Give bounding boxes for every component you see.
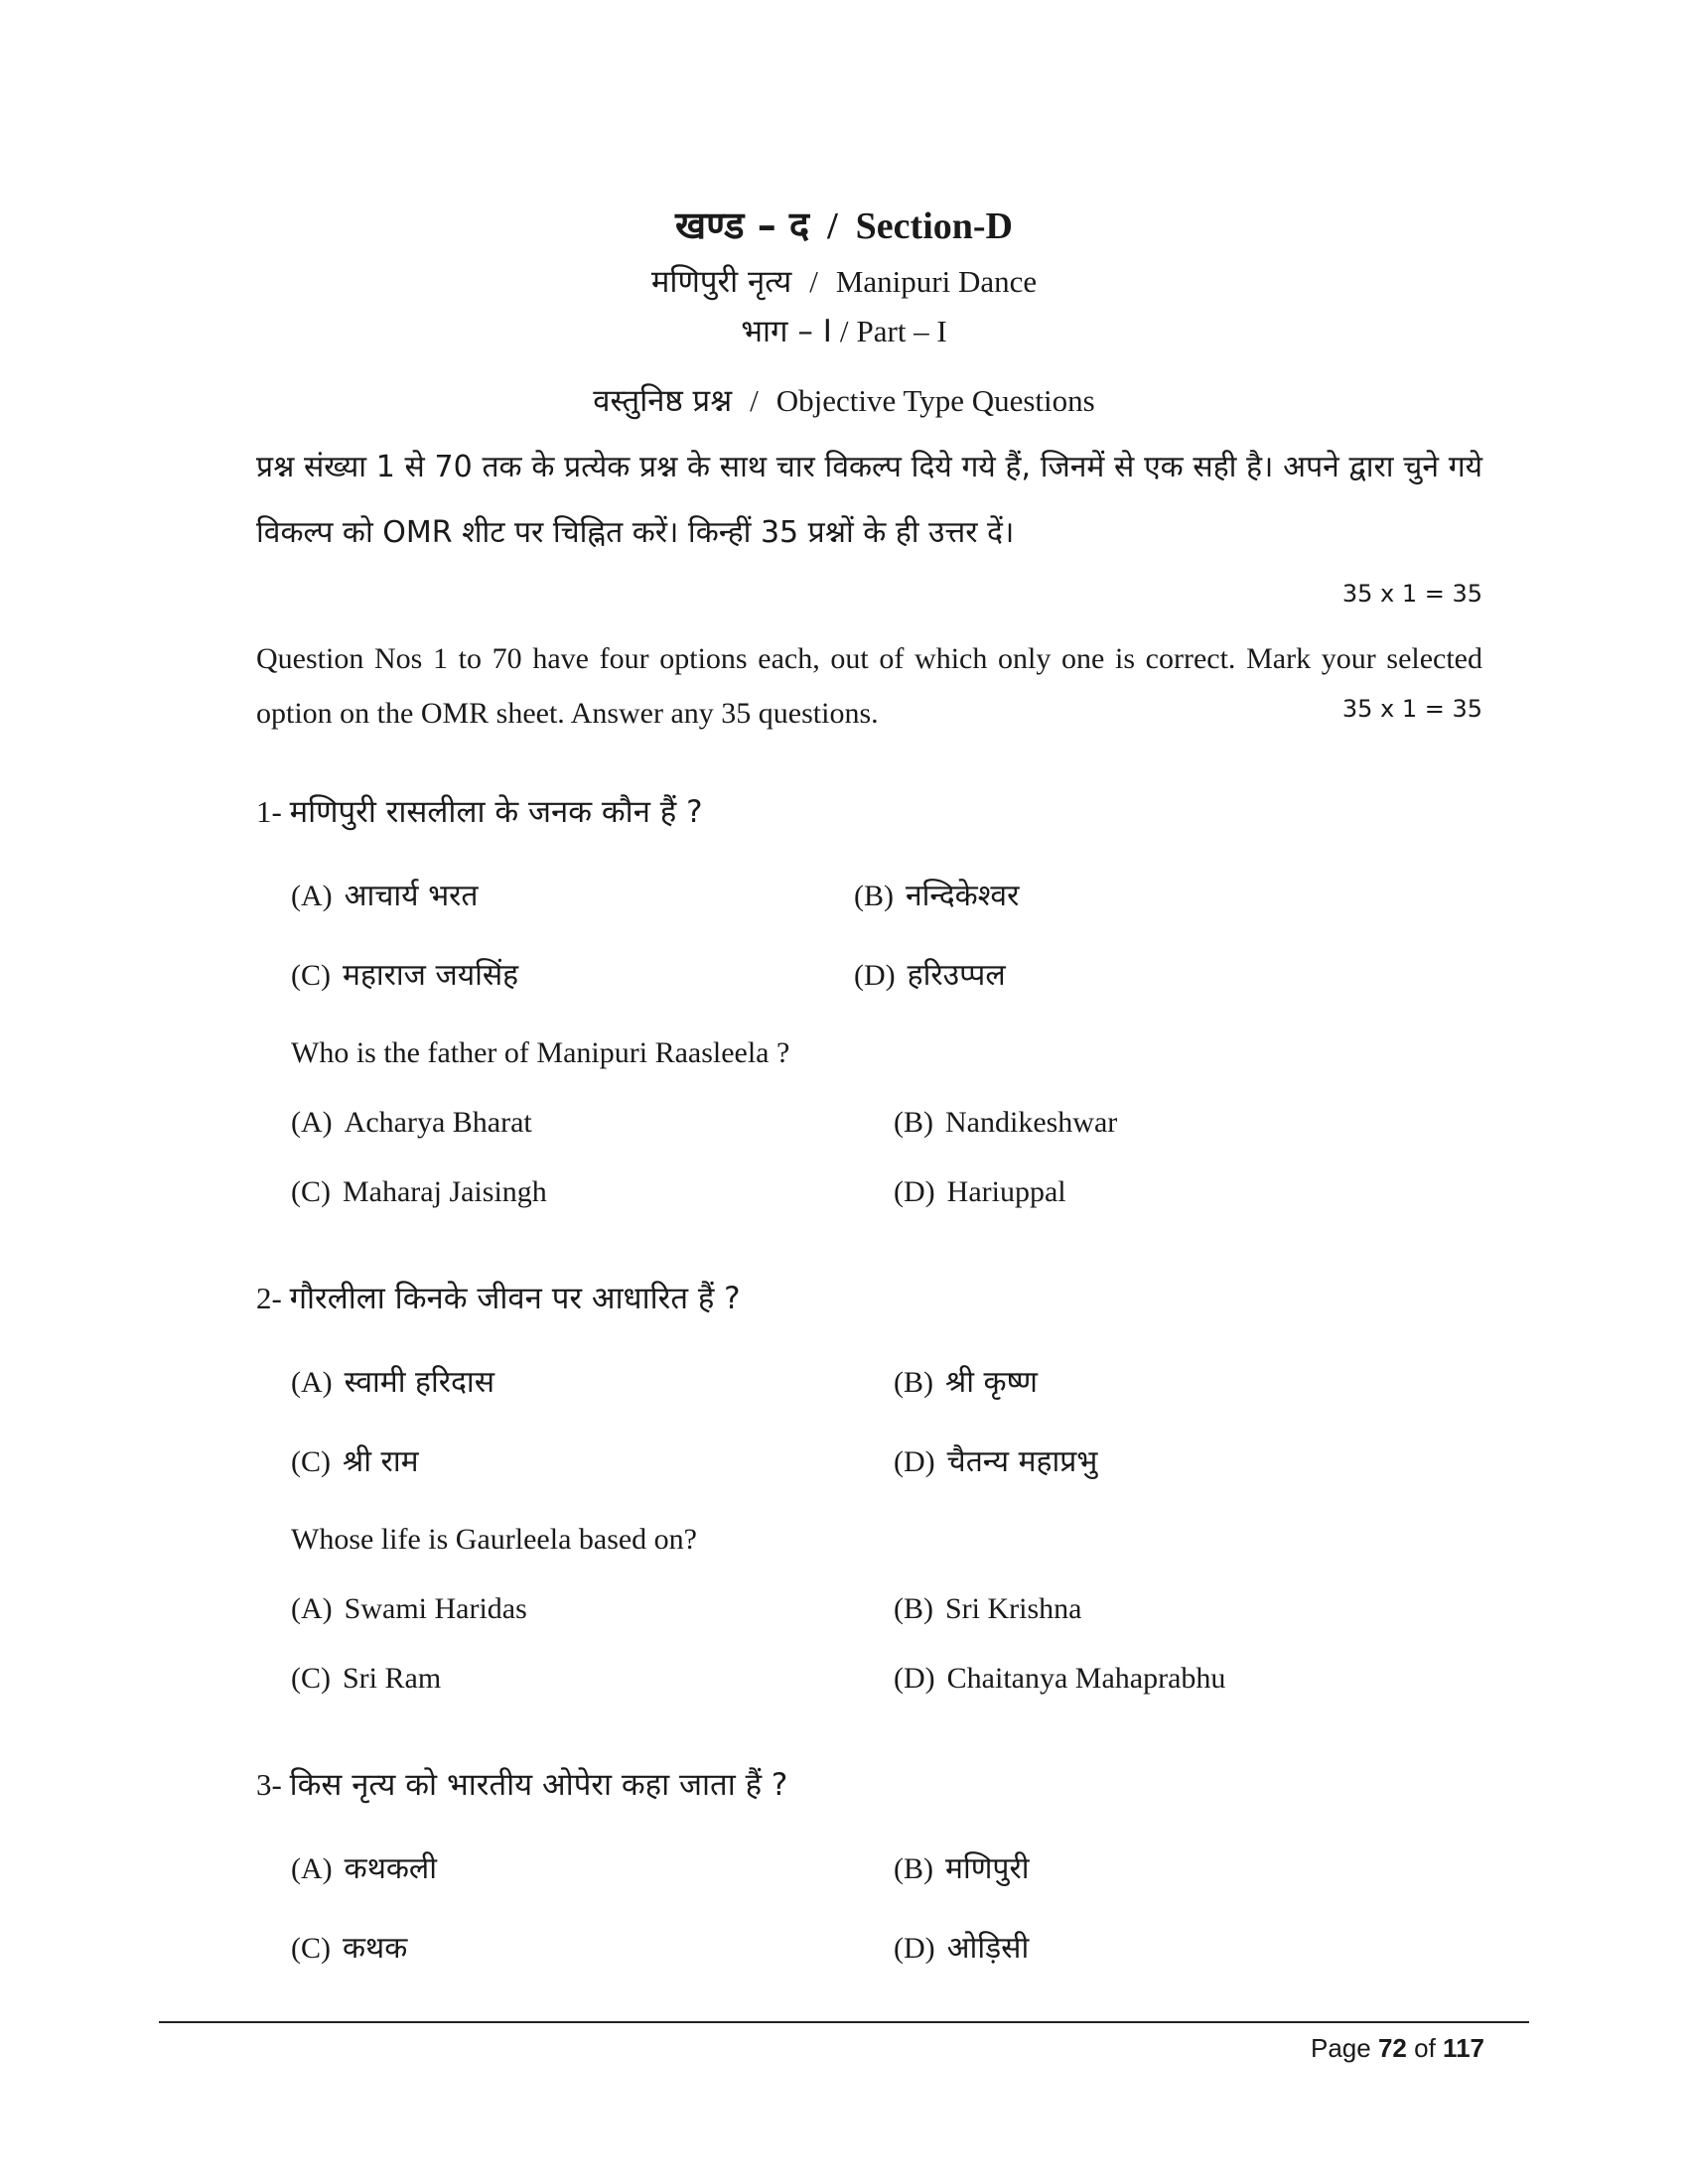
part-line	[0, 310, 1688, 351]
question-2-english: Whose life is Gaurleela based on?	[291, 1523, 697, 1556]
option-label: (B)	[894, 1106, 933, 1139]
question-number: 2-	[256, 1281, 282, 1315]
page-total: 117	[1443, 2033, 1484, 2063]
option-text: कथकली	[344, 1851, 438, 1886]
option-text: ओड़िसी	[946, 1931, 1030, 1966]
q2-option-a-english[interactable]	[291, 1592, 527, 1626]
option-label: (C)	[291, 1175, 331, 1208]
subject-hindi: मणिपुरी नृत्य	[650, 264, 792, 300]
question-text: किस नृत्य को भारतीय ओपेरा कहा जाता हैं ?	[289, 1767, 788, 1803]
option-label: (C)	[291, 1662, 331, 1695]
option-text: Sri Krishna	[945, 1592, 1082, 1625]
q3-option-d-hindi[interactable]	[894, 1926, 1029, 1967]
page-number	[1311, 2033, 1484, 2064]
marks-hindi: 35 x 1 = 35	[1341, 580, 1482, 608]
option-text: कथक	[343, 1931, 408, 1966]
question-type-separator: /	[750, 383, 759, 418]
question-text: गौरलीला किनके जीवन पर आधारित हैं ?	[289, 1281, 741, 1316]
of-word: of	[1414, 2033, 1436, 2063]
q2-option-c-hindi[interactable]	[291, 1439, 419, 1480]
option-label: (A)	[291, 1366, 333, 1399]
option-text: मणिपुरी	[945, 1851, 1030, 1886]
question-text: मणिपुरी रासलीला के जनक कौन हैं ?	[289, 794, 703, 830]
subject-separator: /	[809, 264, 818, 299]
option-label: (C)	[291, 1932, 331, 1965]
option-text: महाराज जयसिंह	[343, 958, 519, 993]
option-text: Hariuppal	[946, 1175, 1066, 1208]
q1-option-a-english[interactable]	[291, 1106, 532, 1140]
q1-option-b-hindi[interactable]	[854, 874, 1019, 914]
section-title-hindi: खण्ड – द	[675, 204, 810, 247]
q3-option-b-hindi[interactable]	[894, 1846, 1029, 1887]
option-label: (B)	[894, 1366, 933, 1399]
question-1-hindi	[256, 790, 703, 832]
q1-option-d-english[interactable]	[894, 1175, 1066, 1209]
instructions-hindi: प्रश्न संख्या 1 से 70 तक के प्रत्येक प्रश्न के साथ चार विकल्प दिये गये हैं, जिनमें से एक सही है। अपने द्वारा चुने गये विकल्प को OMR शीट पर चिह्नित करें। किन्हीं 35 प्रश्नों के ही उत्तर दें।	[256, 450, 1482, 550]
option-label: (A)	[291, 880, 333, 912]
question-number: 1-	[256, 794, 282, 829]
title-separator: /	[827, 205, 838, 247]
question-type-hindi: वस्तुनिष्ठ प्रश्न	[593, 383, 733, 419]
option-text: नन्दिकेश्वर	[906, 879, 1020, 913]
q2-option-c-english[interactable]	[291, 1662, 441, 1696]
option-text: Acharya Bharat	[344, 1106, 532, 1139]
option-text: श्री कृष्ण	[945, 1365, 1038, 1400]
subject-english: Manipuri Dance	[835, 264, 1038, 299]
option-text: हरिउप्पल	[907, 958, 1006, 993]
q1-option-a-hindi[interactable]	[291, 874, 479, 914]
q3-option-a-hindi[interactable]	[291, 1846, 437, 1887]
page-current: 72	[1377, 2033, 1407, 2063]
q2-option-d-hindi[interactable]	[894, 1439, 1097, 1480]
option-label: (B)	[854, 880, 894, 912]
option-label: (A)	[291, 1592, 333, 1625]
option-label: (B)	[894, 1592, 933, 1625]
option-label: (A)	[291, 1852, 333, 1885]
option-label: (D)	[894, 1445, 935, 1478]
option-label: (D)	[894, 1175, 935, 1208]
option-label: (C)	[291, 959, 331, 992]
q1-option-c-english[interactable]	[291, 1175, 547, 1209]
option-text: श्री राम	[343, 1444, 419, 1479]
subject-line	[0, 260, 1688, 302]
q2-option-b-english[interactable]	[894, 1592, 1082, 1626]
part-english: Part – I	[856, 314, 947, 348]
question-number: 3-	[256, 1767, 282, 1802]
part-hindi: भाग – I	[741, 314, 832, 349]
marks-english: 35 x 1 = 35	[1341, 695, 1482, 723]
q2-option-d-english[interactable]	[894, 1662, 1225, 1696]
question-2-hindi	[256, 1277, 741, 1318]
option-label: (C)	[291, 1445, 331, 1478]
option-text: Maharaj Jaisingh	[343, 1175, 547, 1208]
q1-option-b-english[interactable]	[894, 1106, 1117, 1140]
section-title-english: Section-D	[855, 205, 1013, 247]
option-text: स्वामी हरिदास	[344, 1365, 494, 1400]
q1-option-d-hindi[interactable]	[854, 953, 1006, 994]
option-label: (D)	[854, 959, 896, 992]
q2-option-a-hindi[interactable]	[291, 1360, 494, 1401]
question-type-line	[0, 379, 1688, 421]
footer-divider	[159, 2021, 1529, 2023]
q3-option-c-hindi[interactable]	[291, 1926, 407, 1967]
question-3-hindi	[256, 1763, 787, 1805]
option-text: Chaitanya Mahaprabhu	[946, 1662, 1226, 1695]
option-text: चैतन्य महाप्रभु	[946, 1444, 1098, 1479]
option-label: (B)	[894, 1852, 933, 1885]
option-text: Sri Ram	[343, 1662, 442, 1695]
option-label: (A)	[291, 1106, 333, 1139]
option-text: Swami Haridas	[344, 1592, 527, 1625]
question-1-english: Who is the father of Manipuri Raasleela ?	[291, 1036, 790, 1069]
option-label: (D)	[894, 1662, 935, 1695]
option-label: (D)	[894, 1932, 935, 1965]
section-title	[0, 199, 1688, 250]
page-word: Page	[1311, 2033, 1371, 2063]
option-text: Nandikeshwar	[945, 1106, 1118, 1139]
question-type-english: Objective Type Questions	[775, 383, 1095, 418]
option-text: आचार्य भरत	[344, 879, 479, 913]
q2-option-b-hindi[interactable]	[894, 1360, 1038, 1401]
q1-option-c-hindi[interactable]	[291, 953, 518, 994]
part-separator: /	[839, 314, 849, 348]
instructions-english: Question Nos 1 to 70 have four options each, out of which only one is correct. Mark your selected option on the OMR sheet. Answer any 35 questions.	[256, 642, 1482, 730]
